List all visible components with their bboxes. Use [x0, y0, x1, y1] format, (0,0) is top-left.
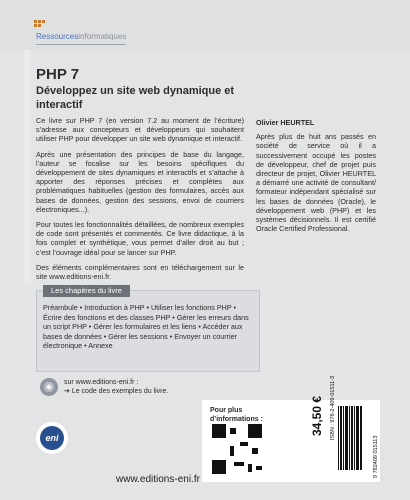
- cd-icon: [40, 378, 58, 396]
- decorative-stripe: [24, 50, 31, 285]
- eni-logo-icon: eni: [40, 426, 64, 450]
- chapters-list: Préambule • Introduction à PHP • Utiliser les fonctions PHP • Écrire des fonctions et des classes PHP • Gérer les erreurs dans un script PHP • Gérer les formulaires et les liens • Accéder aux bases de données • Gérer les sessions • Envoyer un courrier électronique • Annexe: [43, 303, 249, 351]
- price: 34,50 €: [310, 395, 324, 436]
- top-bar: [0, 0, 410, 50]
- brand-name: Ressourcesinformatiques: [36, 32, 127, 41]
- description-paragraph: Des éléments complémentaires sont en téléchargement sur le site www.editions-eni.fr.: [36, 262, 244, 282]
- qr-code-icon[interactable]: [212, 424, 262, 474]
- description-paragraph: Pour toutes les fonctionnalités détaillées, de nombreux exemples de code sont présentés et commentés. Ce livre didactique, à la fois complet et synthétique, vous permet d’aller droit au but ; c’est l’ouvrage idéal pour se lancer sur PHP.: [36, 220, 244, 257]
- brand-mark-icon: [34, 20, 48, 30]
- book-description: [36, 116, 244, 287]
- publisher-url[interactable]: www.editions-eni.fr: [116, 474, 200, 485]
- chapters-box: [36, 286, 260, 372]
- download-site: sur www.editions-eni.fr :: [64, 379, 139, 386]
- author-bio: Après plus de huit ans passés en société de service où il a successivement occupé les postes de développeur, chef de projet puis directeur de projet, Olivier HEURTEL a démarré une activité de consultant/ formateur indépendant spécialisé sur les bases de données (Oracle), le développement web (PHP) et les systèmes décisionnels. Il est certifié Oracle Certified Professional.: [256, 132, 376, 234]
- download-content: Le code des exemples du livre.: [71, 388, 169, 395]
- author-section: [256, 118, 376, 233]
- info-label: Pour plus d’informations :: [210, 407, 263, 423]
- chapters-heading: Les chapitres du livre: [43, 285, 130, 297]
- book-title: PHP 7: [36, 66, 80, 83]
- book-subtitle: Développez un site web dynamique et interactif: [36, 85, 235, 111]
- info-box: [202, 375, 380, 482]
- description-paragraph: Ce livre sur PHP 7 (en version 7.2 au moment de l’écriture) s’adresse aux concepteurs et développeurs qui souhaitent utiliser PHP pour développer un site web dynamique et interactif.: [36, 116, 244, 144]
- arrow-right-icon: ➔: [64, 388, 70, 395]
- brand-underline: [36, 44, 126, 45]
- barcode-number: 9 782409 015113: [373, 435, 379, 478]
- description-paragraph: Après une présentation des principes de base du langage, l’auteur se focalise sur les besoins spécifiques du développement de sites dynamiques et interactifs et s’attache à apporter des réponses précises et complètes aux problématiques habituelles (gestion des formulaires, accès aux bases de données, gestion des sessions, envoi de courriers électroniques...).: [36, 149, 244, 214]
- barcode-icon: [338, 406, 362, 470]
- download-info: [64, 378, 224, 396]
- author-name: Olivier HEURTEL: [256, 118, 315, 127]
- isbn: ISBN : 978-2-409-01511-3: [330, 375, 336, 440]
